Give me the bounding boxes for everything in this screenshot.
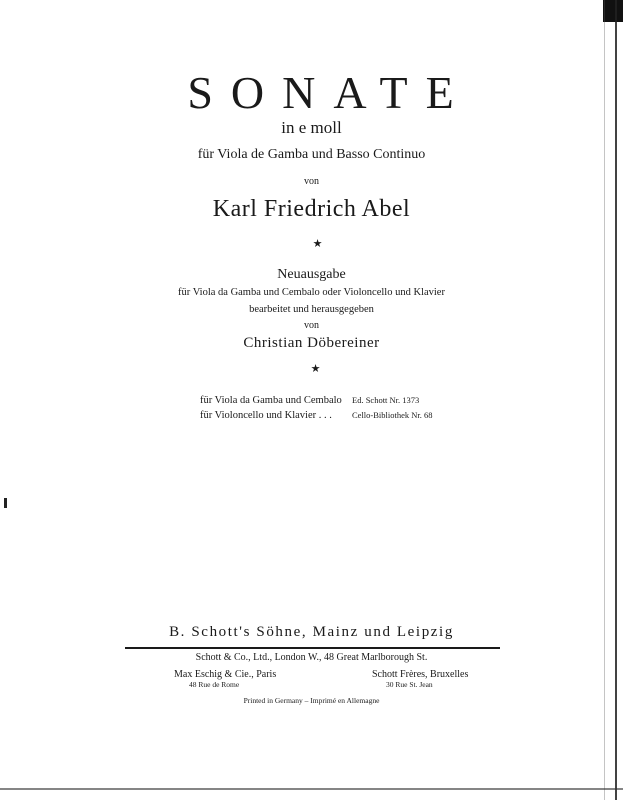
publisher-brussels: Schott Frères, Bruxelles <box>372 669 469 680</box>
edition-label: für Viola da Gamba und Cembalo <box>200 395 342 406</box>
instrumentation-line: für Viola de Gamba und Basso Continuo <box>197 147 426 162</box>
composer-name: Karl Friedrich Abel <box>212 196 411 222</box>
edition-arranged: bearbeitet und herausgegeben <box>249 304 374 315</box>
edition-number: Ed. Schott Nr. 1373 <box>352 395 420 405</box>
key-line: in e moll <box>281 118 342 137</box>
edition-list-item <box>200 395 420 406</box>
publisher-london: Schott & Co., Ltd., London W., 48 Great Marlborough St. <box>195 652 428 663</box>
printed-in-notice: Printed in Germany – Imprimé en Allemagne <box>243 696 380 705</box>
editor-name: Christian Döbereiner <box>243 335 380 351</box>
edition-label: für Violoncello und Klavier . . . <box>200 410 332 421</box>
von-label: von <box>304 176 319 187</box>
scan-speck <box>4 498 7 508</box>
edition-list-item <box>200 410 433 421</box>
edition-heading: Neuausgabe <box>277 267 346 282</box>
publisher-brussels-address: 30 Rue St. Jean <box>386 680 433 689</box>
star-ornament-icon: ★ <box>310 363 321 375</box>
publisher-paris-address: 48 Rue de Rome <box>189 680 240 689</box>
scan-corner-mark <box>603 0 623 22</box>
star-ornament-icon: ★ <box>312 238 323 250</box>
edition-description: für Viola da Gamba und Cembalo oder Violoncello und Klavier <box>178 287 445 298</box>
publisher-rule <box>125 647 500 649</box>
publisher-paris: Max Eschig & Cie., Paris <box>174 669 277 680</box>
von-label-editor: von <box>304 320 319 331</box>
scan-edge-bottom <box>0 788 623 790</box>
edition-number: Cello-Bibliothek Nr. 68 <box>352 410 433 420</box>
page-title: SONATE <box>187 67 472 118</box>
publisher-name: B. Schott's Söhne, Mainz und Leipzig <box>169 624 454 640</box>
